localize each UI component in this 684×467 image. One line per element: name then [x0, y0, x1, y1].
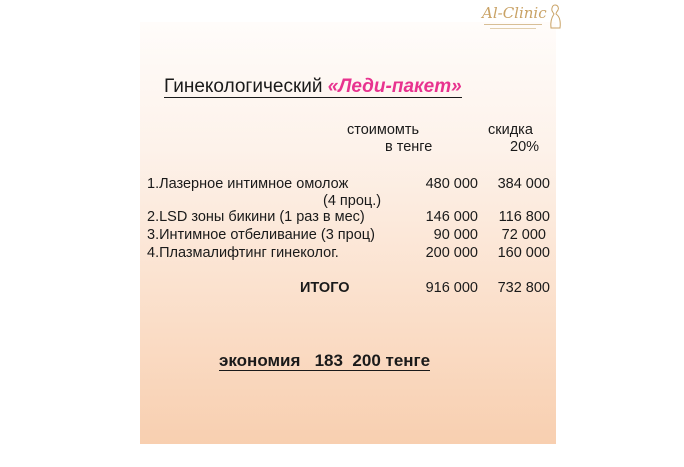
logo-divider	[490, 28, 536, 29]
title-prefix: Гинекологический	[164, 76, 328, 97]
item-price: 480 000	[425, 176, 478, 192]
clinic-logo	[482, 4, 566, 38]
item-sub-note: (4 проц.)	[323, 193, 382, 209]
cost-header: стоимомть	[347, 122, 420, 138]
lady-silhouette-icon	[546, 4, 564, 30]
item-name: 2.LSD зоны бикини (1 раз в мес)	[147, 209, 365, 225]
item-price: 90 000	[433, 227, 478, 243]
item-name: 3.Интимное отбеливание (3 проц)	[147, 227, 375, 243]
total-label: ИТОГО	[300, 280, 350, 296]
total-discount-price: 732 800	[497, 280, 550, 296]
item-price: 200 000	[425, 245, 478, 261]
discount-header-percent: 20%	[510, 139, 540, 155]
item-discount-price: 384 000	[497, 176, 550, 192]
savings-summary: экономия 183 200 тенге	[219, 351, 431, 370]
item-discount-price: 116 800	[498, 209, 550, 225]
item-name: 1.Лазерное интимное омолож	[147, 176, 349, 192]
item-price: 146 000	[425, 209, 478, 225]
page-title	[164, 77, 462, 98]
logo-text: Al-Clinic	[482, 4, 547, 22]
item-discount-price: 160 000	[497, 245, 550, 261]
logo-divider	[484, 24, 542, 25]
item-discount-price: 72 000	[501, 227, 546, 243]
title-package-name: «Леди-пакет»	[327, 76, 462, 97]
item-name: 4.Плазмалифтинг гинеколог.	[147, 245, 339, 261]
cost-header-currency: в тенге	[385, 139, 433, 155]
discount-header: скидка	[488, 122, 533, 138]
total-price: 916 000	[425, 280, 478, 296]
